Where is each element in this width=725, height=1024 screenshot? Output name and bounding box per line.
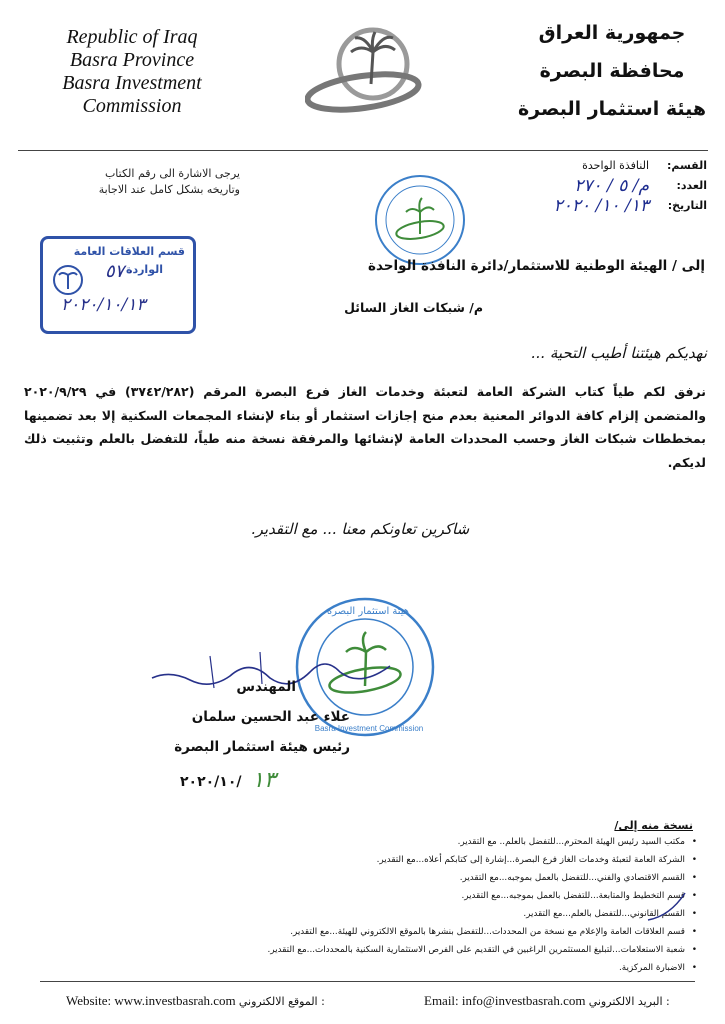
letter-body: نرفق لكم طياً كتاب الشركة العامة لتعبئة وخدمات الغاز فرع البصرة المرقم (٣٧٤٢/٢٨٢) في ٢٠٢٠/٩/٢٩ والمتضمن إلزام كافة الدوائر المعنية بعدم منح إجازات استثمار أو بناء لإنشاء المجمعات السكنية إلا بعد تضمينها بمخططات شبكات الغاز وحسب المحددات العامة لإنشائها والمرفقة نسخة منه طياً، للتفضل بالعلم وتثبيت ذلك لديكم.: [24, 384, 707, 470]
english-letterhead: [22, 26, 242, 118]
inbox-stamp-number: ٥٧٠: [105, 261, 135, 282]
reference-note: [20, 166, 240, 198]
handwritten-check-mark: [640, 888, 690, 928]
footer-email: [424, 993, 670, 1009]
closing: شاكرين تعاونكم معنا ... مع التقدير.: [250, 520, 470, 538]
number-label: العدد:: [676, 179, 707, 192]
website-link[interactable]: www.investbasrah.com: [114, 993, 236, 1008]
inbox-stamp-date: ٢٠٢٠/١٠/١٣: [61, 295, 146, 315]
inbox-stamp: [40, 236, 196, 334]
website-label: Website:: [66, 993, 112, 1008]
inbox-stamp-logo-icon: [49, 263, 87, 297]
country-en: Republic of Iraq: [66, 26, 198, 48]
date-label: التاريخ:: [667, 199, 707, 212]
date-value: ١٣/ ١٠/ ٢٠٢٠: [553, 196, 649, 216]
commission-en: Basra Investment Commission: [62, 72, 202, 117]
signature-date-day: ١٣: [252, 768, 276, 793]
number-value: م/ ٥ / ٢٧٠: [574, 176, 649, 196]
section-value: النافذة الواحدة: [582, 159, 649, 172]
seal-english-text: Basra Investment Commission: [314, 724, 424, 733]
list-item: • مكتب السيد رئيس الهيئة المحترم...للتفضل بالعلم.. مع التقدير.: [265, 833, 685, 851]
list-item: • شعبة الاستعلامات...لتبليغ المستثمرين الراغبين في التقديم على الفرص الاستثمارية السكنية بالمحددات...مع التقدير.: [265, 941, 685, 959]
email-label: Email:: [424, 993, 459, 1008]
footer-divider: [40, 981, 695, 982]
email-label-ar: البريد الالكتروني :: [588, 995, 670, 1008]
list-item: • قسم العلاقات العامة والإعلام مع نسخة من المحددات...للتفضل بنشرها بالموقع الالكتروني للهيئة...مع التقدير.: [265, 923, 685, 941]
inbox-stamp-title: قسم العلاقات العامة: [73, 245, 185, 258]
header-divider: [18, 150, 708, 151]
section-label: القسم:: [666, 159, 707, 172]
commission-ar: هيئة استثمار البصرة: [517, 98, 707, 120]
subject: م/ شبكات الغاز السائل: [344, 300, 483, 315]
list-item: • الاضبارة المركزية.: [265, 959, 685, 977]
official-seal-top: [372, 172, 468, 268]
email-link[interactable]: info@investbasrah.com: [461, 993, 586, 1008]
reference-note-line1: يرجى الاشارة الى رقم الكتاب: [104, 167, 240, 180]
commission-logo: [305, 22, 435, 122]
signatory-position: رئيس هيئة استثمار البصرة: [174, 739, 350, 755]
footer-website: [66, 993, 325, 1009]
list-item: • قسم التخطيط والمتابعة...للتفضل بالعمل بموجبه...مع التقدير.: [265, 887, 685, 905]
greeting: نهديكم هيئتنا أطيب التحية ...: [530, 344, 707, 362]
province-en: Basra Province: [69, 49, 195, 71]
seal-arabic-text: هيئة استثمار البصرة: [326, 606, 410, 617]
list-item: • الشركة العامة لتعبئة وخدمات الغاز فرع البصرة...إشارة إلى كتابكم أعلاه...مع التقدير.: [265, 851, 685, 869]
signatory-name: علاء عبد الحسين سلمان: [191, 709, 350, 725]
recipient: إلى / الهيئة الوطنية للاستثمار/دائرة النافذة الواحدة: [368, 258, 705, 274]
province-ar: محافظة البصرة: [539, 60, 685, 82]
arabic-letterhead: [517, 14, 707, 128]
signatory-title: المهندس: [236, 679, 296, 695]
website-label-ar: الموقع الالكتروني :: [238, 995, 325, 1008]
country-ar: جمهورية العراق: [538, 22, 686, 44]
copies-list: [265, 833, 699, 977]
signature-block: [150, 672, 350, 762]
list-item: • القسم الاقتصادي والفني...للتفضل بالعمل بموجبه...مع التقدير.: [265, 869, 685, 887]
inbox-stamp-subtitle: الواردة: [125, 263, 163, 276]
list-item: • القسم القانوني...للتفضل بالعلم...مع التقدير.: [265, 905, 685, 923]
reference-note-line2: وتاريخه بشكل كامل عند الاجابة: [98, 183, 240, 196]
signature-date: ٢٠٢٠/١٠/: [180, 774, 242, 790]
copies-title: نسخة منه إلى/: [614, 819, 693, 832]
